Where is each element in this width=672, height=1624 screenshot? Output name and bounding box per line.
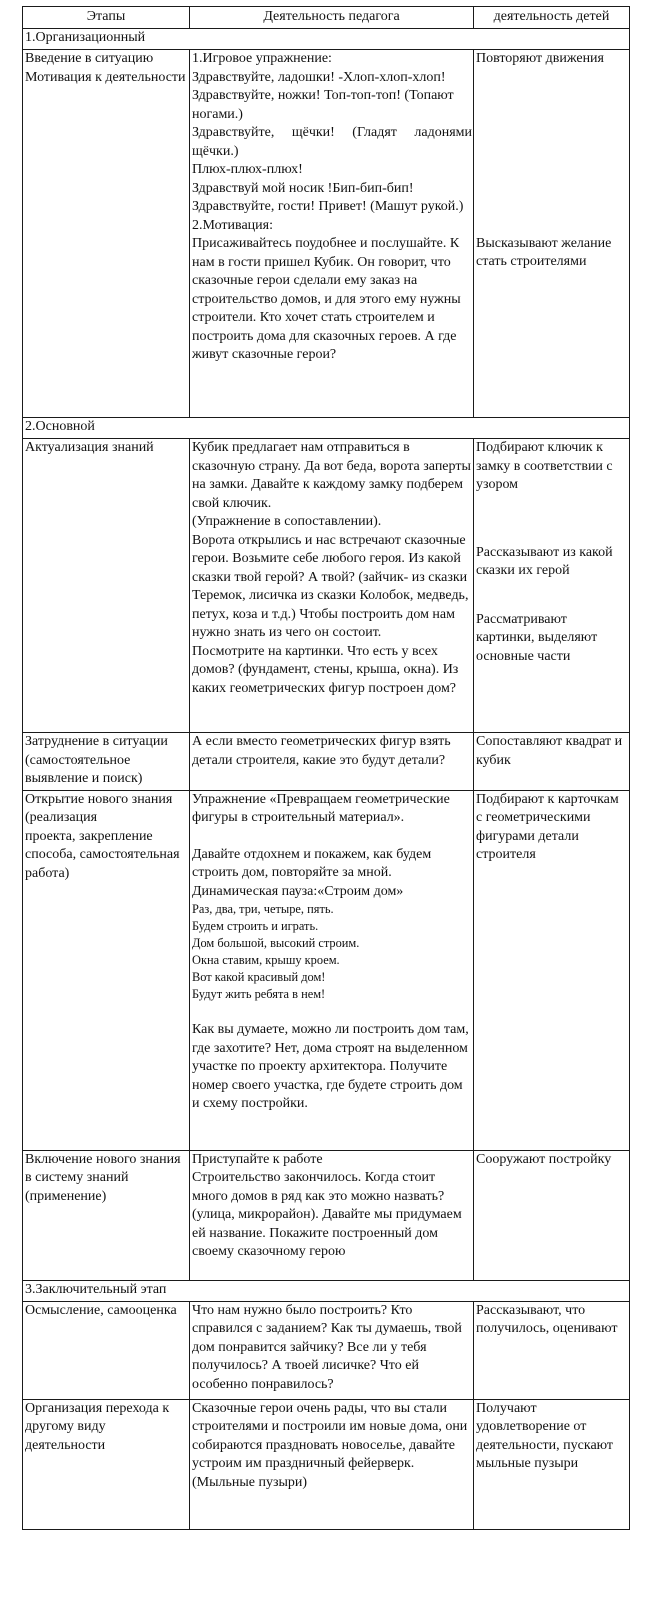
- step-label: Введение в ситуацию: [25, 51, 154, 66]
- stage-row: [23, 1280, 630, 1301]
- poem-line: Дом большой, высокий строим.: [192, 936, 360, 950]
- text-line: Кубик предлагает нам отправиться в сказочную страну. Да вот беда, ворота заперты на замки. Давайте к каждому замку подберем свой ключик.: [192, 440, 471, 511]
- text-line: Рассматривают картинки, выделяют основные части: [476, 611, 598, 664]
- text-line: Строительство закончилось. Когда стоит много домов в ряд как это можно назвать? (улица, микрорайон). Давайте мы придумаем ей название. Покажите построенный дом своему сказочному герою: [192, 1170, 462, 1259]
- children-activity-cell: Подбирают к карточкам с геометрическими фигурами детали строителя: [474, 790, 630, 1150]
- text-line: 1.Игровое упражнение:: [192, 51, 332, 66]
- table-row: [23, 733, 630, 791]
- stage-step-cell: Организация перехода к другому виду деятельности: [23, 1399, 190, 1529]
- stage-step-cell: Затруднение в ситуации (самостоятельное выявление и поиск): [23, 733, 190, 791]
- stage-title: 3.Заключительный этап: [23, 1280, 630, 1301]
- teacher-activity-cell: [190, 1150, 474, 1280]
- poem-line: Окна ставим, крышу кроем.: [192, 953, 340, 967]
- text-line: Присаживайтесь поудобнее и послушайте. К нам в гости пришел Кубик. Он говорит, что сказочные герои сделали ему заказ на строительство домов, и для этого ему нужны строители. Кто хочет стать строителем и построить дома для сказочных героев. А где живут сказочные герои?: [192, 236, 461, 362]
- text-line: Динамическая пауза:«Строим дом»: [192, 883, 404, 899]
- stage-title: 2.Основной: [23, 418, 630, 439]
- text-line: Ворота открылись и нас встречают сказочные герои. Возьмите себе любого героя. Из какой сказки твой герой? А твой? (зайчик- из сказки Теремок, лисичка из сказки Колобок, медведь, петух, коза и т.д.) Чтобы построить дом нам нужно знать из чего он состоит.: [192, 532, 469, 640]
- children-activity-cell: Рассказывают, что получилось, оценивают: [474, 1301, 630, 1399]
- text-line: Здравствуйте, гости! Привет! (Машут рукой.): [192, 199, 464, 214]
- text-line: Здравствуйте, ладошки! -Хлоп-хлоп-хлоп!: [192, 69, 446, 85]
- text-line: Плюх-плюх-плюх!: [192, 162, 303, 177]
- header-teacher-activity: Деятельность педагога: [190, 7, 474, 29]
- poem-line: Раз, два, три, четыре, пять.: [192, 902, 334, 916]
- stage-step-cell: [23, 790, 190, 1150]
- stage-step-cell: Актуализация знаний: [23, 439, 190, 733]
- stage-title: 1.Организационный: [23, 29, 630, 50]
- stage-step-cell: Включение нового знания в систему знаний (применение): [23, 1150, 190, 1280]
- stage-row: [23, 29, 630, 50]
- teacher-activity-cell: А если вместо геометрических фигур взять детали строителя, какие это будут детали?: [190, 733, 474, 791]
- stage-step-cell: Осмысление, самооценка: [23, 1301, 190, 1399]
- poem-line: Вот какой красивый дом!: [192, 970, 326, 984]
- text-line: 2.Мотивация:: [192, 217, 273, 233]
- table-row: [23, 1301, 630, 1399]
- text-line: Открытие нового знания (реализация: [25, 791, 173, 825]
- text-line: Посмотрите на картинки. Что есть у всех домов? (фундамент, стены, крыша, окна). Из каких геометрических фигур построен дом?: [192, 643, 459, 696]
- text-line: Здравствуйте, ножки! Топ-топ-топ! (Топают ногами.): [192, 88, 454, 122]
- table-row: [23, 1150, 630, 1280]
- stage-step-cell: [23, 50, 190, 418]
- text-line: Приступайте к работе: [192, 1151, 323, 1167]
- text-line: Подбирают ключик к замку в соответствии с узором: [476, 440, 613, 492]
- table-header-row: [23, 7, 630, 29]
- text-line: Давайте отдохнем и покажем, как будем строить дом, повторяйте за мной.: [192, 846, 432, 880]
- poem-line: Будем строить и играть.: [192, 919, 319, 933]
- teacher-activity-cell: Сказочные герои очень рады, что вы стали строителями и построили им новые дома, они собираются праздновать новоселье, давайте устроим им праздничный фейерверк. (Мыльные пузыри): [190, 1399, 474, 1529]
- text-line: Повторяют движения: [476, 51, 604, 66]
- children-activity-cell: Получают удовлетворение от деятельности, пускают мыльные пузыри: [474, 1399, 630, 1529]
- table-row: [23, 1399, 630, 1529]
- text-line: Здравствуйте, щёчки! (Гладят ладонями щёчки.): [192, 125, 472, 159]
- teacher-activity-cell: [190, 790, 474, 1150]
- teacher-activity-cell: [190, 439, 474, 733]
- teacher-activity-cell: [190, 50, 474, 418]
- header-children-activity: деятельность детей: [474, 7, 630, 29]
- text-line: (Упражнение в сопоставлении).: [192, 514, 382, 529]
- text-line: проекта, закрепление способа, самостоятельная работа): [25, 828, 180, 881]
- text-line: Рассказывают из какой сказки их герой: [476, 544, 613, 578]
- table-row: [23, 439, 630, 733]
- text-line: Упражнение «Превращаем геометрические фигуры в строительный материал».: [192, 791, 450, 825]
- lesson-plan-table: [22, 6, 630, 1530]
- children-activity-cell: [474, 439, 630, 733]
- step-label: Мотивация к деятельности: [25, 69, 186, 85]
- teacher-activity-cell: Что нам нужно было построить? Кто справился с заданием? Как ты думаешь, твой дом понравится зайчику? Все ли у тебя получилось? А твоей лисичке? Что ей особенно понравилось?: [190, 1301, 474, 1399]
- children-activity-cell: Сооружают постройку: [474, 1150, 630, 1280]
- text-line: Как вы думаете, можно ли построить дом там, где захотите? Нет, дома строят на выделенном участке по проекту архитектора. Получите номер своего участка, где будете строить дом и схему постройки.: [192, 1022, 469, 1111]
- stage-row: [23, 418, 630, 439]
- table-row: [23, 50, 630, 418]
- text-line: Здравствуй мой носик !Бип-бип-бип!: [192, 180, 414, 196]
- text-line: Высказывают желание стать строителями: [476, 235, 612, 269]
- table-row: [23, 790, 630, 1150]
- header-stages: Этапы: [23, 7, 190, 29]
- poem-line: Будут жить ребята в нем!: [192, 987, 326, 1001]
- children-activity-cell: Сопоставляют квадрат и кубик: [474, 733, 630, 791]
- children-activity-cell: [474, 50, 630, 418]
